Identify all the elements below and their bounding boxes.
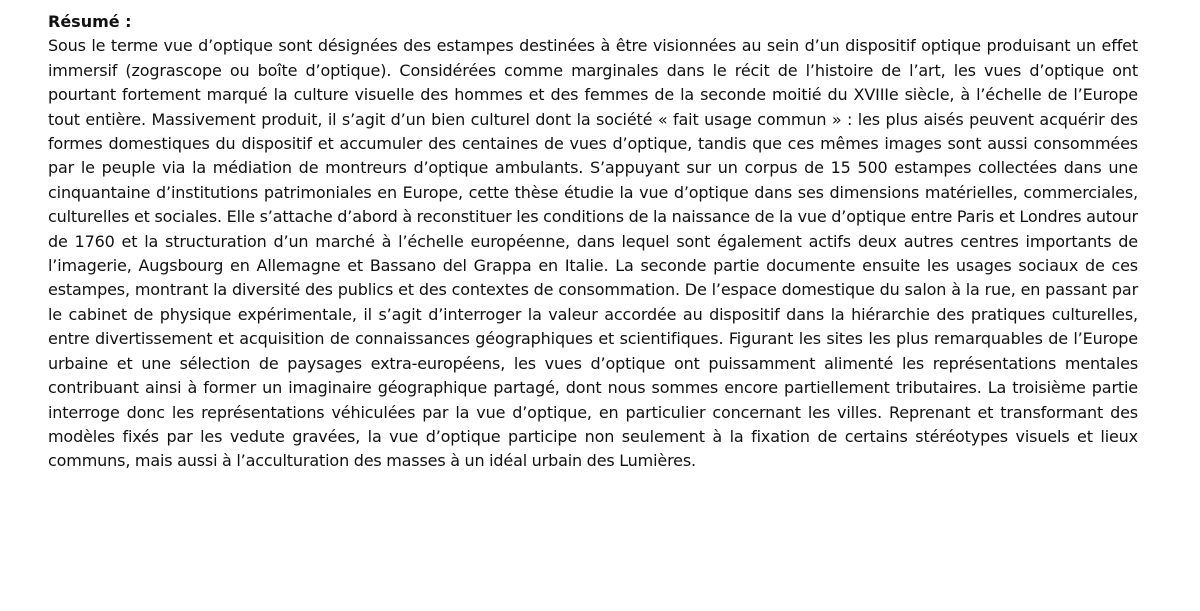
abstract-paragraph: Sous le terme vue d’optique sont désignées des estampes destinées à être visionnées au sein d’un dispositif optique produisant un effet immersif (zograscope ou boîte d’optique). Considérées comme marginales dans le récit de l’histoire de l’art, les vues d’optique ont pourtant fortement marqué la culture visuelle des hommes et des femmes de la seconde moitié du XVIIIe siècle, à l’échelle de l’Europe tout entière. Massivement produit, il s’agit d’un bien culturel dont la société « fait usage commun » : les plus aisés peuvent acquérir des formes domestiques du dispositif et accumuler des centaines de vues d’optique, tandis que ces mêmes images sont aussi consommées par le peuple via la médiation de montreurs d’optique ambulants. S’appuyant sur un corpus de 15 500 estampes collectées dans une cinquantaine d’institutions patrimoniales en Europe, cette thèse étudie la vue d’optique dans ses dimensions matérielles, commerciales, culturelles et sociales. Elle s’attache d’abord à reconstituer les conditions de la naissance de la vue d’optique entre Paris et Londres autour de 1760 et la structuration d’un marché à l’échelle européenne, dans lequel sont également actifs deux autres centres importants de l’imagerie, Augsbourg en Allemagne et Bassano del Grappa en Italie. La seconde partie documente ensuite les usages sociaux de ces estampes, montrant la diversité des publics et des contextes de consommation. De l’espace domestique du salon à la rue, en passant par le cabinet de physique expérimentale, il s’agit d’interroger la valeur accordée au dispositif dans la hiérarchie des pratiques culturelles, entre divertissement et acquisition de connaissances géographiques et scientifiques. Figurant les sites les plus remarquables de l’Europe urbaine et une sélection de paysages extra-européens, les vues d’optique ont puissamment alimenté les représentations mentales contribuant ainsi à former un imaginaire géographique partagé, dont nous sommes encore partiellement tributaires. La troisième partie interroge donc les représentations véhiculées par la vue d’optique, en particulier concernant les villes. Reprenant et transformant des modèles fixés par les vedute gravées, la vue d’optique participe non seulement à la fixation de certains stéréotypes visuels et lieux communs, mais aussi à l’acculturation des masses à un idéal urbain des Lumières.: [48, 36, 1138, 471]
abstract-section: [48, 10, 1138, 474]
abstract-heading: Résumé :: [48, 12, 132, 31]
